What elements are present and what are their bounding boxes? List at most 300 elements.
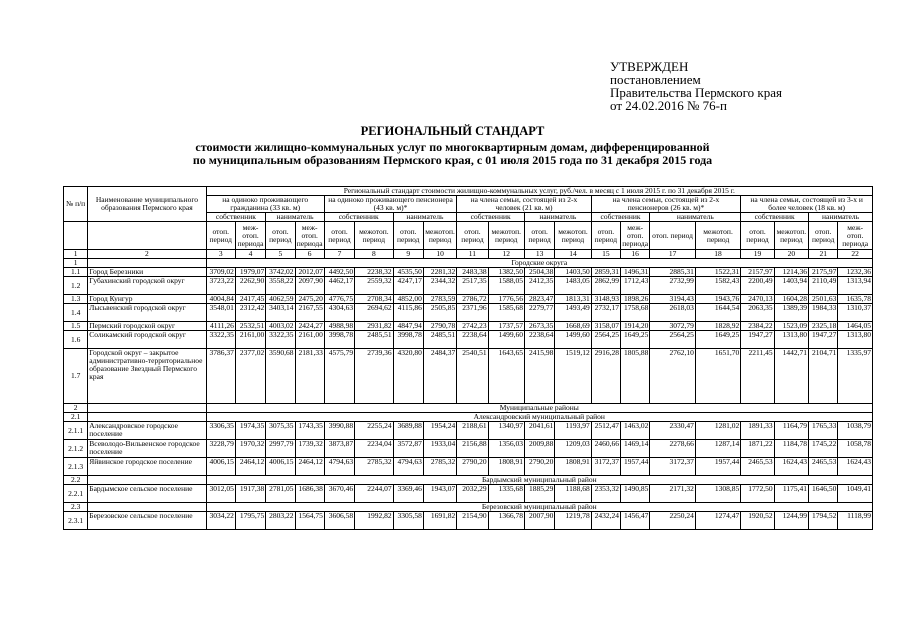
municipality-name: Городской округ – закрытое административно-территориальное образование Звездный Пермского края <box>88 349 206 404</box>
value-cell: 3990,88 <box>324 422 354 440</box>
value-cell: 1737,57 <box>488 322 524 331</box>
value-cell: 4535,50 <box>393 268 423 277</box>
value-cell: 1366,78 <box>488 512 524 530</box>
value-cell: 2803,22 <box>266 512 295 530</box>
subtitle-line: по муниципальным образованиям Пермского края, с 01 июля 2015 года по 31 декабря 2015 года <box>192 153 713 167</box>
empty-cell <box>88 503 206 512</box>
row-number: 1.2 <box>64 277 88 295</box>
value-cell: 3075,35 <box>266 422 295 440</box>
value-cell: 2475,20 <box>295 295 324 304</box>
subtitle-line: стоимости жилищно-коммунальных услуг по многоквартирным домам, дифференцированной <box>195 140 710 154</box>
value-cell: 2564,25 <box>591 331 620 349</box>
value-cell: 4304,63 <box>324 304 354 322</box>
value-cell: 2281,32 <box>423 268 456 277</box>
value-cell: 2154,90 <box>457 512 488 530</box>
column-number: 18 <box>695 250 740 259</box>
table-row <box>64 331 873 349</box>
group-header: на одиноко проживающего пенсионера (43 кв. м)* <box>324 196 456 213</box>
value-cell: 3012,05 <box>206 485 235 503</box>
value-cell: 2156,88 <box>457 440 488 458</box>
row-number: 2.1.1 <box>64 422 88 440</box>
value-cell: 2415,98 <box>524 349 554 404</box>
value-cell: 2997,79 <box>266 440 295 458</box>
value-cell: 1871,22 <box>741 440 774 458</box>
value-cell: 4794,63 <box>393 458 423 476</box>
value-cell: 1281,02 <box>695 422 740 440</box>
value-cell: 1604,28 <box>774 295 808 304</box>
value-cell: 3148,93 <box>591 295 620 304</box>
value-cell: 1758,68 <box>621 304 650 322</box>
column-number: 15 <box>591 250 620 259</box>
value-cell: 4115,86 <box>393 304 423 322</box>
value-cell: 2484,37 <box>423 349 456 404</box>
value-cell: 2485,51 <box>355 331 393 349</box>
value-cell: 1335,97 <box>838 349 873 404</box>
value-cell: 2200,49 <box>741 277 774 295</box>
value-cell: 1464,05 <box>838 322 873 331</box>
value-cell: 1970,32 <box>235 440 265 458</box>
section-title: Городские округа <box>206 259 872 268</box>
value-cell: 1765,33 <box>809 422 838 440</box>
value-cell: 1118,99 <box>838 512 873 530</box>
column-number: 12 <box>488 250 524 259</box>
value-cell: 3548,01 <box>206 304 235 322</box>
value-cell: 2739,36 <box>355 349 393 404</box>
value-cell: 1310,37 <box>838 304 873 322</box>
municipality-name: Яйвинское городское поселение <box>88 458 206 476</box>
value-cell: 2470,13 <box>741 295 774 304</box>
value-cell: 1649,25 <box>621 331 650 349</box>
value-cell: 2512,47 <box>591 422 620 440</box>
value-cell: 3606,58 <box>324 512 354 530</box>
value-cell: 1469,14 <box>621 440 650 458</box>
column-number: 14 <box>555 250 591 259</box>
value-cell: 2505,85 <box>423 304 456 322</box>
value-cell: 2238,64 <box>457 331 488 349</box>
value-cell: 1808,91 <box>488 458 524 476</box>
value-cell: 1947,27 <box>809 331 838 349</box>
column-number: 11 <box>457 250 488 259</box>
value-cell: 1743,35 <box>295 422 324 440</box>
value-cell: 2157,97 <box>741 268 774 277</box>
row-number: 1.7 <box>64 349 88 404</box>
value-cell: 2783,59 <box>423 295 456 304</box>
period-header: меж-отоп. периода <box>838 222 873 250</box>
value-cell: 2171,32 <box>650 485 695 503</box>
municipality-name: Бардымское сельское поселение <box>88 485 206 503</box>
value-cell: 2255,24 <box>355 422 393 440</box>
tenant-header: наниматель <box>393 213 457 222</box>
value-cell: 1957,44 <box>621 458 650 476</box>
value-cell: 1287,14 <box>695 440 740 458</box>
column-number: 5 <box>266 250 295 259</box>
value-cell: 2007,90 <box>524 512 554 530</box>
table-row <box>64 295 873 304</box>
owner-header: собственник <box>457 213 525 222</box>
row-number: 1.5 <box>64 322 88 331</box>
value-cell: 1691,82 <box>423 512 456 530</box>
value-cell: 3194,43 <box>650 295 695 304</box>
period-header: отоп. период <box>266 222 295 250</box>
document-subtitle <box>0 141 905 167</box>
approval-line: от 24.02.2016 № 76-п <box>610 98 727 113</box>
value-cell: 2211,45 <box>741 349 774 404</box>
value-cell: 1403,50 <box>555 268 591 277</box>
value-cell: 1992,82 <box>355 512 393 530</box>
value-cell: 1646,50 <box>809 485 838 503</box>
value-cell: 1745,22 <box>809 440 838 458</box>
column-number: 22 <box>838 250 873 259</box>
value-cell: 1635,78 <box>838 295 873 304</box>
empty-cell <box>88 222 206 250</box>
owner-header: собственник <box>741 213 809 222</box>
period-header: отоп. период <box>591 222 620 250</box>
value-cell: 1794,52 <box>809 512 838 530</box>
value-cell: 2517,35 <box>457 277 488 295</box>
value-cell: 4320,80 <box>393 349 423 404</box>
column-number: 13 <box>524 250 554 259</box>
value-cell: 2785,32 <box>423 458 456 476</box>
value-cell: 2063,35 <box>741 304 774 322</box>
value-cell: 2238,32 <box>355 268 393 277</box>
col-num-header: № п/п <box>64 187 88 222</box>
value-cell: 1519,12 <box>555 349 591 404</box>
value-cell: 4062,59 <box>266 295 295 304</box>
value-cell: 3873,87 <box>324 440 354 458</box>
value-cell: 1582,43 <box>695 277 740 295</box>
value-cell: 2041,61 <box>524 422 554 440</box>
value-cell: 2742,23 <box>457 322 488 331</box>
value-cell: 2412,35 <box>524 277 554 295</box>
value-cell: 2501,63 <box>809 295 838 304</box>
row-number: 2.1.2 <box>64 440 88 458</box>
value-cell: 2312,42 <box>235 304 265 322</box>
group-header: на члена семьи, состоящей из 3-х и более человек (18 кв. м) <box>741 196 873 213</box>
value-cell: 1499,60 <box>488 331 524 349</box>
value-cell: 1795,75 <box>235 512 265 530</box>
owner-header: собственник <box>591 213 650 222</box>
empty-cell <box>88 413 206 422</box>
value-cell: 2559,32 <box>355 277 393 295</box>
value-cell: 3305,58 <box>393 512 423 530</box>
owner-header: собственник <box>324 213 393 222</box>
column-number: 17 <box>650 250 695 259</box>
section-row <box>64 503 873 512</box>
value-cell: 3590,68 <box>266 349 295 404</box>
value-cell: 1496,31 <box>621 268 650 277</box>
value-cell: 1649,25 <box>695 331 740 349</box>
value-cell: 1898,26 <box>621 295 650 304</box>
table-row <box>64 322 873 331</box>
value-cell: 2708,34 <box>355 295 393 304</box>
value-cell: 1335,68 <box>488 485 524 503</box>
value-cell: 3572,87 <box>393 440 423 458</box>
value-cell: 1643,65 <box>488 349 524 404</box>
table-row <box>64 268 873 277</box>
period-header: отоп. период <box>324 222 354 250</box>
value-cell: 1828,92 <box>695 322 740 331</box>
municipality-name: Лысьвенский городской округ <box>88 304 206 322</box>
period-header: меж-отоп. периода <box>622 222 649 248</box>
period-header: отоп. период <box>524 222 554 250</box>
row-number: 1.3 <box>64 295 88 304</box>
value-cell: 3670,46 <box>324 485 354 503</box>
document-title: РЕГИОНАЛЬНЫЙ СТАНДАРТ <box>360 124 545 138</box>
value-cell: 2673,35 <box>524 322 554 331</box>
column-number: 9 <box>393 250 423 259</box>
tenant-header: наниматель <box>809 213 873 222</box>
value-cell: 2790,20 <box>457 458 488 476</box>
value-cell: 1193,97 <box>555 422 591 440</box>
value-cell: 1463,02 <box>621 422 650 440</box>
municipality-name: Соликамский городской округ <box>88 331 206 349</box>
value-cell: 1523,09 <box>774 322 808 331</box>
value-cell: 3172,37 <box>591 458 620 476</box>
value-cell: 2161,00 <box>295 331 324 349</box>
period-header: отоп. период <box>809 222 838 250</box>
col-name-header: Наименование муниципального образования Пермского края <box>88 187 206 222</box>
value-cell: 2009,88 <box>524 440 554 458</box>
value-cell: 3689,88 <box>393 422 423 440</box>
value-cell: 2424,27 <box>295 322 324 331</box>
value-cell: 2564,25 <box>650 331 695 349</box>
value-cell: 1891,33 <box>741 422 774 440</box>
value-cell: 2885,31 <box>650 268 695 277</box>
value-cell: 1954,24 <box>423 422 456 440</box>
column-number: 4 <box>235 250 265 259</box>
value-cell: 2097,90 <box>295 277 324 295</box>
municipality-name: Всеволодо-Вильвенское городское поселение <box>88 440 206 458</box>
value-cell: 1308,85 <box>695 485 740 503</box>
value-cell: 2167,55 <box>295 304 324 322</box>
approval-line: УТВЕРЖДЕН <box>610 59 689 74</box>
value-cell: 4462,17 <box>324 277 354 295</box>
value-cell: 4852,00 <box>393 295 423 304</box>
column-number: 8 <box>355 250 393 259</box>
value-cell: 4492,50 <box>324 268 354 277</box>
value-cell: 2012,07 <box>295 268 324 277</box>
value-cell: 2762,10 <box>650 349 695 404</box>
value-cell: 1933,04 <box>423 440 456 458</box>
tenant-header: наниматель <box>524 213 591 222</box>
table-row <box>64 512 873 530</box>
value-cell: 4003,02 <box>266 322 295 331</box>
value-cell: 1038,79 <box>838 422 873 440</box>
value-cell: 4004,84 <box>206 295 235 304</box>
value-cell: 1389,39 <box>774 304 808 322</box>
value-cell: 2250,24 <box>650 512 695 530</box>
group-header: на члена семьи, состоящей из 2-х пенсионеров (26 кв. м)* <box>591 196 741 213</box>
value-cell: 1739,32 <box>295 440 324 458</box>
value-cell: 3158,07 <box>591 322 620 331</box>
value-cell: 1644,54 <box>695 304 740 322</box>
row-number: 2.2 <box>64 476 88 485</box>
section-title: Александровский муниципальный район <box>206 413 872 422</box>
value-cell: 1668,69 <box>555 322 591 331</box>
value-cell: 2278,66 <box>650 440 695 458</box>
table-row <box>64 304 873 322</box>
period-header: отоп. период <box>206 222 235 250</box>
period-header: межотоп. период <box>423 222 456 250</box>
section-row <box>64 404 873 413</box>
column-number: 10 <box>423 250 456 259</box>
row-number: 2.1.3 <box>64 458 88 476</box>
value-cell: 1456,47 <box>621 512 650 530</box>
value-cell: 2916,28 <box>591 349 620 404</box>
value-cell: 4794,63 <box>324 458 354 476</box>
period-header: межотоп. период <box>355 222 393 250</box>
value-cell: 1974,35 <box>235 422 265 440</box>
value-cell: 2279,77 <box>524 304 554 322</box>
value-cell: 1885,29 <box>524 485 554 503</box>
value-cell: 2618,03 <box>650 304 695 322</box>
section-title: Бардымский муниципальный район <box>206 476 872 485</box>
column-number: 1 <box>64 250 88 259</box>
value-cell: 2781,05 <box>266 485 295 503</box>
value-cell: 2032,29 <box>457 485 488 503</box>
tenant-header: наниматель <box>266 213 325 222</box>
value-cell: 2694,62 <box>355 304 393 322</box>
value-cell: 2464,12 <box>295 458 324 476</box>
table-row <box>64 349 873 404</box>
value-cell: 1188,68 <box>555 485 591 503</box>
value-cell: 2161,00 <box>235 331 265 349</box>
table-row <box>64 422 873 440</box>
value-cell: 1049,41 <box>838 485 873 503</box>
period-header: отоп. период <box>393 222 423 250</box>
value-cell: 4006,15 <box>266 458 295 476</box>
value-cell: 2465,53 <box>809 458 838 476</box>
value-cell: 1219,78 <box>555 512 591 530</box>
value-cell: 2238,64 <box>524 331 554 349</box>
approval-block <box>610 60 890 112</box>
value-cell: 1493,49 <box>555 304 591 322</box>
period-header: меж-отоп. периода <box>296 222 323 248</box>
value-cell: 2110,49 <box>809 277 838 295</box>
row-number: 1.6 <box>64 331 88 349</box>
empty-cell <box>88 404 206 413</box>
row-number: 2 <box>64 404 88 413</box>
value-cell: 4847,94 <box>393 322 423 331</box>
approval-line: постановлением <box>610 72 701 87</box>
value-cell: 3998,78 <box>393 331 423 349</box>
column-number: 21 <box>809 250 838 259</box>
value-cell: 2262,90 <box>235 277 265 295</box>
value-cell: 3172,37 <box>650 458 695 476</box>
value-cell: 1712,43 <box>621 277 650 295</box>
value-cell: 1917,38 <box>235 485 265 503</box>
table-row <box>64 485 873 503</box>
value-cell: 2371,96 <box>457 304 488 322</box>
value-cell: 1522,31 <box>695 268 740 277</box>
value-cell: 2330,47 <box>650 422 695 440</box>
value-cell: 2790,78 <box>423 322 456 331</box>
value-cell: 1943,76 <box>695 295 740 304</box>
value-cell: 1686,38 <box>295 485 324 503</box>
value-cell: 1490,85 <box>621 485 650 503</box>
row-number: 1.4 <box>64 304 88 322</box>
value-cell: 3558,22 <box>266 277 295 295</box>
value-cell: 1382,50 <box>488 268 524 277</box>
value-cell: 2234,04 <box>355 440 393 458</box>
row-number: 2.3 <box>64 503 88 512</box>
municipality-name: Березовское сельское поселение <box>88 512 206 530</box>
value-cell: 1624,43 <box>838 458 873 476</box>
period-header: меж-отоп. периода <box>235 222 265 250</box>
value-cell: 1274,47 <box>695 512 740 530</box>
standard-table <box>63 186 873 530</box>
value-cell: 1984,33 <box>809 304 838 322</box>
value-cell: 2732,17 <box>591 304 620 322</box>
value-cell: 1483,05 <box>555 277 591 295</box>
value-cell: 1340,97 <box>488 422 524 440</box>
value-cell: 1914,20 <box>621 322 650 331</box>
municipality-name: Город Березники <box>88 268 206 277</box>
tenant-header: наниматель <box>650 213 741 222</box>
value-cell: 1943,07 <box>423 485 456 503</box>
value-cell: 1805,88 <box>621 349 650 404</box>
column-number: 3 <box>206 250 235 259</box>
value-cell: 3786,37 <box>206 349 235 404</box>
owner-header: собственник <box>206 213 266 222</box>
table-body <box>64 187 873 530</box>
value-cell: 1403,94 <box>774 277 808 295</box>
value-cell: 2540,51 <box>457 349 488 404</box>
value-cell: 2325,18 <box>809 322 838 331</box>
row-number: 1 <box>64 259 88 268</box>
column-number: 2 <box>88 250 206 259</box>
value-cell: 3723,22 <box>206 277 235 295</box>
value-cell: 1442,71 <box>774 349 808 404</box>
value-cell: 1232,36 <box>838 268 873 277</box>
value-cell: 2483,38 <box>457 268 488 277</box>
value-cell: 2344,32 <box>423 277 456 295</box>
value-cell: 1356,03 <box>488 440 524 458</box>
period-header: межотоп. период <box>555 222 591 250</box>
value-cell: 2931,82 <box>355 322 393 331</box>
value-cell: 3306,35 <box>206 422 235 440</box>
value-cell: 4776,75 <box>324 295 354 304</box>
value-cell: 3709,02 <box>206 268 235 277</box>
period-header: межотоп. период <box>488 222 524 250</box>
value-cell: 2460,66 <box>591 440 620 458</box>
value-cell: 2732,99 <box>650 277 695 295</box>
value-cell: 2417,45 <box>235 295 265 304</box>
value-cell: 1979,07 <box>235 268 265 277</box>
value-cell: 2384,22 <box>741 322 774 331</box>
group-header: на одиноко проживающего гражданина (33 кв. м) <box>206 196 324 213</box>
row-number: 2.3.1 <box>64 512 88 530</box>
value-cell: 1164,79 <box>774 422 808 440</box>
group-header: на члена семьи, состоящей из 2-х человек (21 кв. м) <box>457 196 591 213</box>
value-cell: 1813,31 <box>555 295 591 304</box>
value-cell: 3742,02 <box>266 268 295 277</box>
value-cell: 2785,32 <box>355 458 393 476</box>
row-number: 2.1 <box>64 413 88 422</box>
value-cell: 2790,20 <box>524 458 554 476</box>
section-title: Муниципальные районы <box>206 404 872 413</box>
value-cell: 1313,80 <box>774 331 808 349</box>
value-cell: 1564,75 <box>295 512 324 530</box>
value-cell: 2823,47 <box>524 295 554 304</box>
value-cell: 3322,35 <box>266 331 295 349</box>
value-cell: 1624,43 <box>774 458 808 476</box>
value-cell: 1244,99 <box>774 512 808 530</box>
value-cell: 2188,61 <box>457 422 488 440</box>
value-cell: 1585,68 <box>488 304 524 322</box>
column-number: 7 <box>324 250 354 259</box>
value-cell: 2175,97 <box>809 268 838 277</box>
